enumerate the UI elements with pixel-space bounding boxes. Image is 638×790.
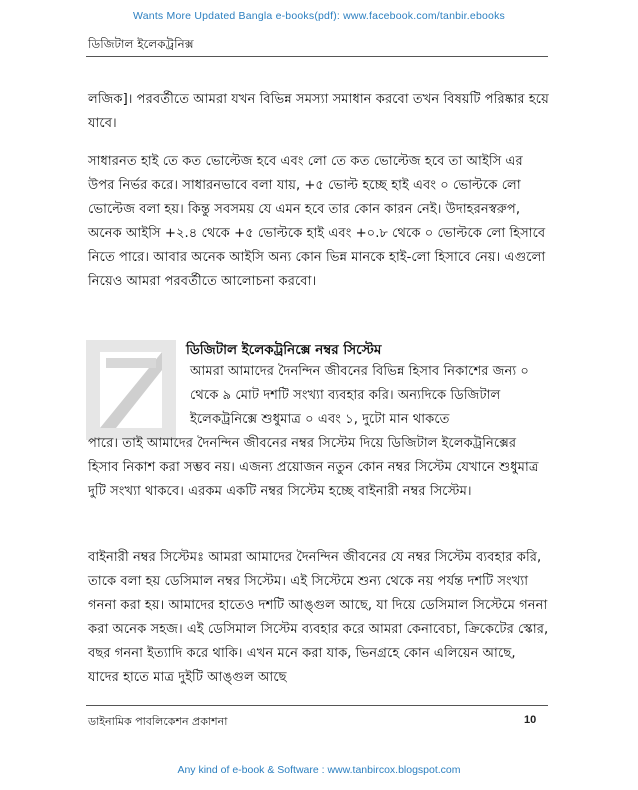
footer-publisher: ডাইনামিক পাবলিকেশন প্রকাশনা	[88, 715, 228, 728]
paragraph-2: সাধারনত হাই তে কত ভোল্টেজ হবে এবং লো তে কত ভোল্টেজ হবে তা আইসি এর উপর নির্ভর করে। সাধারনভাবে বলা যায়, +৫ ভোল্ট হচ্ছে হাই এবং ০ ভোল্টকে লো ভোল্টেজ বলা হয়। কিন্তু সবসময় যে এমন হবে তার কোন কারন নেই। উদাহরনস্বরুপ, অনেক আইসি +২.৪ থেকে +৫ ভোল্টকে হাই এবং +০.৮ থেকে ০ ভোল্টকে লো হিসাবে নিতে পারে। আবার অনেক আইসি অন্য কোন ভিন্ন মানকে হাই-লো হিসাবে নেয়। এগুলো নিয়েও আমরা পরবর্তীতে আলোচনা করবো।	[88, 154, 546, 289]
paragraph-4: বাইনারী নম্বর সিস্টেমঃ আমরা আমাদের দৈনন্দিন জীবনের যে নম্বর সিস্টেম ব্যবহার করি, তাকে বলা হয় ডেসিমাল নম্বর সিস্টেম। এই সিস্টেমে শুন্য থেকে নয় পর্যন্ত দশটি সংখ্যা গননা করা হয়। আমাদের হাতেও দশটি আঙ্গুল আছে, যা দিয়ে ডেসিমাল সিস্টেমে গননা করা অনেক সহজ। এই ডেসিমাল সিস্টেম ব্যবহার করে আমরা কেনাবেচা, ক্রিকেটের স্কোর, বছর গননা ইত্যাদি করে থাকি। এখন মনে করা যাক, ভিনগ্রহে কোন এলিয়েন আছে, যাদের হাতে মাত্র দুইটি আঙ্গুল আছে	[88, 550, 549, 685]
paragraph-1: লজিক]। পরবর্তীতে আমরা যখন বিভিন্ন সমস্যা সমাধান করবো তখন বিষয়টি পরিষ্কার হয়ে যাবে।	[88, 92, 549, 131]
bottom-banner-link[interactable]: Any kind of e-book & Software : www.tanbircox.blogspot.com	[177, 764, 461, 776]
running-head: ডিজিটাল ইলেকট্রনিক্স	[88, 37, 194, 51]
paragraph-3-rest: পারে। তাই আমাদের দৈনন্দিন জীবনের নম্বর সিস্টেম দিয়ে ডিজিটাল ইলেকট্রনিক্সের হিসাব নিকাশ করা সম্ভব নয়। এজন্য প্রয়োজন নতুন কোন নম্বর সিস্টেম যেখানে শুধুমাত্র দুটি সংখ্যা থাকবে। এরকম একটি নম্বর সিস্টেম হচ্ছে বাইনারী নম্বর সিস্টেম।	[88, 436, 539, 499]
page-number: 10	[524, 714, 537, 726]
section-heading: ডিজিটাল ইলেকট্রনিক্সে নম্বর সিস্টেম	[186, 342, 382, 358]
paragraph-3	[88, 360, 550, 504]
header-divider	[86, 56, 548, 57]
top-banner-link[interactable]: Wants More Updated Bangla e-books(pdf): www.facebook.com/tanbir.ebooks	[133, 10, 505, 22]
footer-divider	[86, 705, 548, 706]
paragraph-3-indented: আমরা আমাদের দৈনন্দিন জীবনের বিভিন্ন হিসাব নিকাশের জন্য ০ থেকে ৯ মোট দশটি সংখ্যা ব্যবহার করি। অন্যদিকে ডিজিটাল ইলেকট্রনিক্সে শুধুমাত্র ০ এবং ১, দুটো মান থাকতে	[190, 364, 529, 427]
